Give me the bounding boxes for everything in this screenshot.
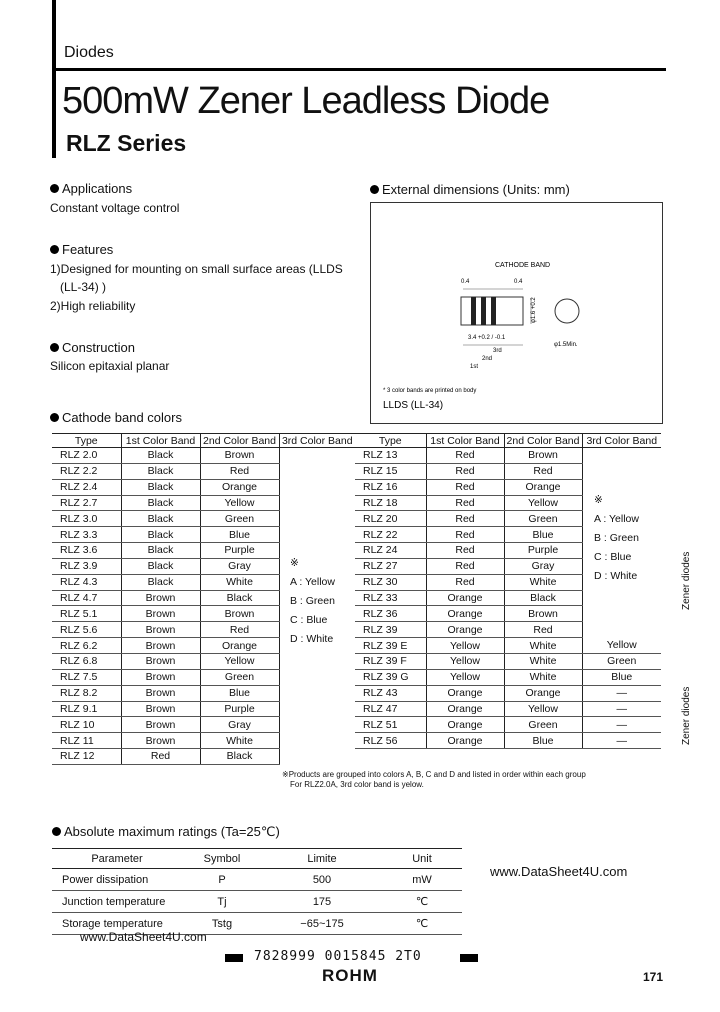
band-label-2nd: 2nd [482,356,493,362]
type-cell: RLZ 3.0 [52,511,121,527]
table-row [355,701,661,717]
band1-cell: Brown [121,590,200,606]
dimensions-figure [370,202,663,424]
table-row [52,653,355,669]
band1-cell: Black [121,574,200,590]
page-number: 171 [643,970,664,984]
table-row [355,685,661,701]
col-unit: Unit [382,849,462,869]
type-cell: RLZ 33 [355,590,426,606]
band1-cell: Brown [121,653,200,669]
band1-cell: Red [426,574,504,590]
band1-cell: Orange [426,685,504,701]
col-1st: 1st Color Band [121,434,200,448]
col-3rd: 3rd Color Band [582,434,661,448]
band1-cell: Red [121,749,200,765]
construction-heading: Construction [50,340,135,355]
band3-cell: — [582,685,661,701]
band3-cell [582,463,661,479]
dim-top-left: 0.4 [461,279,470,285]
band1-cell: Brown [121,669,200,685]
type-cell: RLZ 39 G [355,669,426,685]
symbol-cell: Tj [182,891,262,913]
band3-cell: — [582,701,661,717]
col-type: Type [52,434,121,448]
diode-end-view [555,299,579,323]
type-cell: RLZ 3.9 [52,558,121,574]
band2-cell: Brown [200,448,279,464]
type-cell: RLZ 8.2 [52,685,121,701]
band1-cell: Red [426,527,504,543]
band1-cell: Red [426,495,504,511]
band2-cell: Red [200,463,279,479]
bullet-icon [50,184,59,193]
band1-cell: Black [121,463,200,479]
type-cell: RLZ 51 [355,717,426,733]
band1-cell: Brown [121,606,200,622]
type-cell: RLZ 4.7 [52,590,121,606]
band2-cell: White [504,638,582,654]
type-cell: RLZ 18 [355,495,426,511]
type-cell: RLZ 24 [355,543,426,559]
band3-cell [279,511,355,527]
band2-cell: Yellow [200,495,279,511]
type-cell: RLZ 9.1 [52,701,121,717]
band2-cell: Green [504,717,582,733]
band1-cell: Yellow [426,653,504,669]
band2-cell: Gray [504,558,582,574]
legend-item: A : Yellow [290,576,335,588]
parameter-cell: Power dissipation [52,869,182,891]
legend-item: B : Green [594,532,639,544]
parameter-cell: Storage temperature [52,913,182,935]
type-cell: RLZ 5.6 [52,622,121,638]
band1-cell: Black [121,511,200,527]
left-accent-bar [52,0,56,158]
table-row [355,463,661,479]
band1-cell: Brown [121,638,200,654]
band2-cell: Black [200,590,279,606]
band3-cell [279,495,355,511]
table-row [355,669,661,685]
band2-cell: Green [504,511,582,527]
band2-cell: Red [200,622,279,638]
feature-item: 2)High reliability [50,299,136,313]
dimensions-note: * 3 color bands are printed on body [383,388,477,394]
band2-cell: Green [200,511,279,527]
type-cell: RLZ 10 [52,717,121,733]
type-cell: RLZ 30 [355,574,426,590]
band1-cell: Brown [121,685,200,701]
type-cell: RLZ 39 F [355,653,426,669]
star-legend-left [290,557,335,652]
watermark-right: www.DataSheet4U.com [490,864,628,879]
page-title: 500mW Zener Leadless Diode [62,80,550,122]
band-label-1st: 1st [470,364,479,370]
type-cell: RLZ 13 [355,448,426,464]
band2-cell: Gray [200,558,279,574]
table-row [355,653,661,669]
footnote-2: For RLZ2.0A, 3rd color band is yelow. [290,780,424,789]
band2-cell: Red [504,622,582,638]
diode-outline-drawing [371,203,664,425]
band1-cell: Black [121,448,200,464]
band1-cell: Red [426,479,504,495]
table-row [355,717,661,733]
type-cell: RLZ 5.1 [52,606,121,622]
type-cell: RLZ 43 [355,685,426,701]
star-legend-right [594,494,639,589]
band3-cell: Green [582,653,661,669]
col-limit: Limite [262,849,382,869]
ratings-heading: Absolute maximum ratings (Ta=25℃) [52,824,280,840]
table-row [355,590,661,606]
table-row [52,527,355,543]
band2-cell: Purple [200,543,279,559]
type-cell: RLZ 20 [355,511,426,527]
band1-cell: Orange [426,590,504,606]
type-cell: RLZ 2.7 [52,495,121,511]
band3-cell [279,448,355,464]
band3-cell [279,527,355,543]
legend-mark: ※ [290,557,299,569]
band3-cell [279,479,355,495]
col-1st: 1st Color Band [426,434,504,448]
band2-cell: Orange [200,479,279,495]
band1-cell: Red [426,448,504,464]
table-row [52,511,355,527]
unit-cell: ℃ [382,913,462,935]
type-cell: RLZ 16 [355,479,426,495]
band2-cell: Yellow [504,701,582,717]
band2-cell: Black [200,749,279,765]
ratings-table [52,848,462,935]
legend-item: D : White [290,633,334,645]
type-cell: RLZ 39 E [355,638,426,654]
package-label: LLDS (LL-34) [383,400,444,411]
type-cell: RLZ 39 [355,622,426,638]
band2-cell: Brown [200,606,279,622]
col-parameter: Parameter [52,849,182,869]
type-cell: RLZ 2.4 [52,479,121,495]
band2-cell: Purple [200,701,279,717]
band1-cell: Black [121,527,200,543]
legend-item: D : White [594,570,638,582]
table-row [52,701,355,717]
table-row [52,891,462,913]
construction-text: Silicon epitaxial planar [50,359,170,373]
feature-item: (LL-34) ) [60,280,107,294]
table-row [355,479,661,495]
band1-cell: Brown [121,717,200,733]
band3-cell [279,653,355,669]
band1-cell: Red [426,543,504,559]
band3-cell [582,606,661,622]
bullet-icon [50,413,59,422]
band2-cell: Blue [200,685,279,701]
dimensions-heading: External dimensions (Units: mm) [370,182,570,197]
unit-cell: ℃ [382,891,462,913]
col-2nd: 2nd Color Band [200,434,279,448]
band1-cell: Orange [426,606,504,622]
band3-cell: — [582,733,661,749]
band3-cell [279,733,355,749]
bullet-icon [370,185,379,194]
band3-cell [582,448,661,464]
legend-item: A : Yellow [594,513,639,525]
type-cell: RLZ 3.3 [52,527,121,543]
band1-cell: Orange [426,701,504,717]
dim-diameter: φ1.6 +0.2 [531,297,537,323]
table-row [52,733,355,749]
type-cell: RLZ 47 [355,701,426,717]
col-2nd: 2nd Color Band [504,434,582,448]
band1-cell: Orange [426,622,504,638]
band1-cell: Red [426,463,504,479]
table-row [355,448,661,464]
band1-cell: Brown [121,622,200,638]
limit-cell: 500 [262,869,382,891]
band1-cell: Red [426,558,504,574]
table-row [355,606,661,622]
dim-top-right: 0.4 [514,279,523,285]
table-row [355,622,661,638]
band2-cell: Green [200,669,279,685]
table-row [355,638,661,654]
header-rule [56,68,666,71]
band2-cell: Brown [504,606,582,622]
band3-cell: Blue [582,669,661,685]
band2-cell: White [504,653,582,669]
feature-item: 1)Designed for mounting on small surface areas (LLDS [50,262,343,276]
side-label: Zener diodes [681,686,692,745]
band2-cell: Blue [200,527,279,543]
band2-cell: Orange [200,638,279,654]
cathode-band-label: CATHODE BAND [495,262,551,269]
barcode-text: 7828999 0015845 2T0 [254,949,422,964]
band3-cell [582,622,661,638]
footnote-1: ※Products are grouped into colors A, B, C and D and listed in order within each group [282,770,586,779]
limit-cell: −65~175 [262,913,382,935]
band2-cell: Black [504,590,582,606]
band1-cell: Black [121,479,200,495]
col-3rd: 3rd Color Band [279,434,355,448]
table-row [355,733,661,749]
rohm-logo: ROHM [322,966,378,985]
band-label-3rd: 3rd [493,348,502,354]
watermark-left: www.DataSheet4U.com [80,930,207,944]
band1-cell: Yellow [426,638,504,654]
band2-cell: Brown [504,448,582,464]
symbol-cell: Tstg [182,913,262,935]
bullet-icon [50,245,59,254]
side-label: Zener diodes [681,551,692,610]
type-cell: RLZ 3.6 [52,543,121,559]
bullet-icon [52,827,61,836]
type-cell: RLZ 27 [355,558,426,574]
barcode-mark-left [225,954,243,962]
band2-cell: White [504,574,582,590]
applications-text: Constant voltage control [50,201,180,215]
type-cell: RLZ 2.2 [52,463,121,479]
band3-cell [279,669,355,685]
band1-cell: Black [121,543,200,559]
band2-cell: Purple [504,543,582,559]
dim-diameter-min: φ1.5Min. [554,342,578,348]
band3-cell [279,701,355,717]
type-cell: RLZ 36 [355,606,426,622]
type-cell: RLZ 11 [52,733,121,749]
band3-cell [279,463,355,479]
band2-cell: White [200,733,279,749]
series-title: RLZ Series [66,130,187,156]
type-cell: RLZ 6.8 [52,653,121,669]
table-row [52,717,355,733]
type-cell: RLZ 22 [355,527,426,543]
band1-cell: Black [121,495,200,511]
type-cell: RLZ 2.0 [52,448,121,464]
col-type: Type [355,434,426,448]
band1-cell: Brown [121,701,200,717]
band2-cell: Blue [504,527,582,543]
band1-cell: Brown [121,733,200,749]
band-table-right [355,433,661,749]
dim-length: 3.4 +0.2 / -0.1 [468,335,506,341]
cathode-heading: Cathode band colors [50,410,182,425]
band2-cell: Orange [504,685,582,701]
band1-cell: Yellow [426,669,504,685]
table-row [52,869,462,891]
table-row [52,495,355,511]
table-row [52,669,355,685]
type-cell: RLZ 7.5 [52,669,121,685]
legend-item: C : Blue [290,614,328,626]
barcode-mark-right [460,954,478,962]
band2-cell: White [504,669,582,685]
unit-cell: mW [382,869,462,891]
legend-item: B : Green [290,595,335,607]
bullet-icon [50,343,59,352]
legend-mark: ※ [594,494,603,506]
band2-cell: Blue [504,733,582,749]
category-label: Diodes [64,44,114,61]
band2-cell: Yellow [200,653,279,669]
type-cell: RLZ 6.2 [52,638,121,654]
band2-cell: Gray [200,717,279,733]
type-cell: RLZ 4.3 [52,574,121,590]
symbol-cell: P [182,869,262,891]
col-symbol: Symbol [182,849,262,869]
parameter-cell: Junction temperature [52,891,182,913]
band3-cell [279,685,355,701]
legend-item: C : Blue [594,551,632,563]
band1-cell: Red [426,511,504,527]
band3-cell [582,479,661,495]
table-row [52,749,355,765]
band2-cell: White [200,574,279,590]
limit-cell: 175 [262,891,382,913]
table-row [52,463,355,479]
type-cell: RLZ 12 [52,749,121,765]
features-heading: Features [50,242,113,257]
type-cell: RLZ 15 [355,463,426,479]
band3-cell [279,749,355,765]
band1-cell: Black [121,558,200,574]
band2-cell: Red [504,463,582,479]
band1-cell: Orange [426,717,504,733]
band1-cell: Orange [426,733,504,749]
band2-cell: Orange [504,479,582,495]
table-row [52,448,355,464]
band2-cell: Yellow [504,495,582,511]
band3-cell [279,717,355,733]
table-row [52,685,355,701]
band3-cell: — [582,717,661,733]
band3-cell: Yellow [582,638,661,654]
type-cell: RLZ 56 [355,733,426,749]
band3-cell [582,590,661,606]
table-row [52,479,355,495]
applications-heading: Applications [50,181,132,196]
